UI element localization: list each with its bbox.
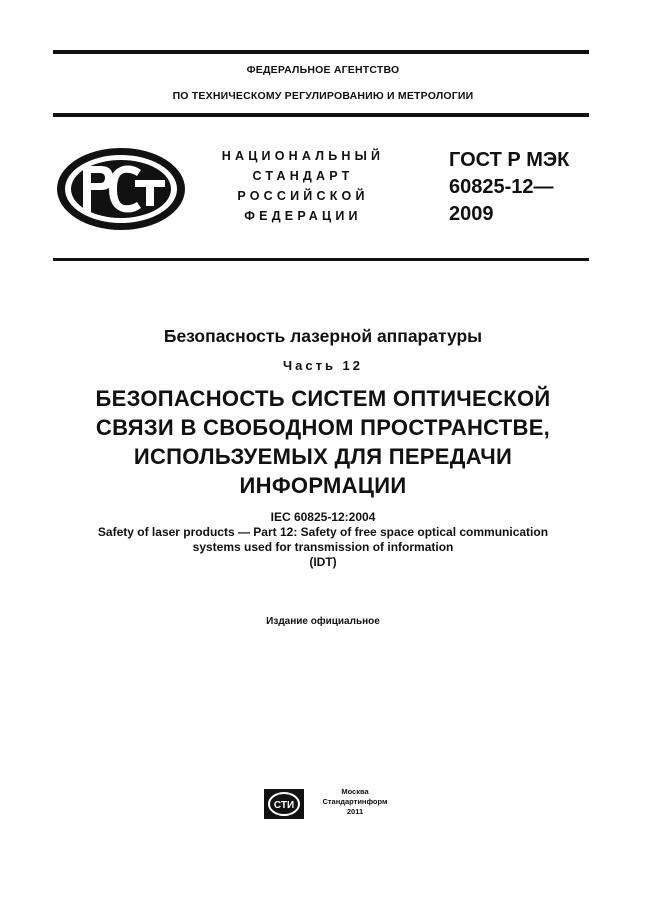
standard-designation [449, 147, 569, 228]
standard-type-line: НАЦИОНАЛЬНЫЙ [221, 149, 385, 163]
designation-line: 2009 [449, 203, 494, 225]
iec-line: (IDT) [309, 555, 337, 569]
header-rule [53, 113, 589, 117]
standard-type-line: РОССИЙСКОЙ [237, 189, 369, 203]
subtitle-line: БЕЗОПАСНОСТЬ СИСТЕМ ОПТИЧЕСКОЙ [95, 386, 551, 411]
designation-line: ГОСТ Р МЭК [449, 149, 570, 171]
main-title: Безопасность лазерной аппаратуры [163, 326, 483, 346]
iec-line: systems used for transmission of information [192, 540, 454, 554]
iec-line: Safety of laser products — Part 12: Safety of free space optical communication [97, 525, 549, 539]
edition-label: Издание официальное [266, 616, 380, 627]
publisher-logo-icon [264, 789, 304, 819]
publisher-logo-text: СТИ [273, 800, 295, 811]
publisher-year: 2011 [346, 807, 364, 816]
subtitle [0, 384, 646, 500]
subtitle-line: ИНФОРМАЦИИ [239, 473, 407, 498]
standard-type-line: ФЕДЕРАЦИИ [244, 209, 362, 223]
standard-type [208, 146, 398, 226]
standard-type-line: СТАНДАРТ [252, 169, 354, 183]
subtitle-line: ИСПОЛЬЗУЕМЫХ ДЛЯ ПЕРЕДАЧИ [133, 444, 513, 469]
part-label: Часть 12 [282, 358, 364, 373]
publisher-city: Москва [341, 787, 369, 796]
publisher-name: Стандартинформ [322, 797, 388, 806]
section-rule [53, 258, 589, 261]
iec-line: IEC 60825-12:2004 [270, 510, 376, 524]
gost-logo-icon [55, 146, 187, 232]
top-rule [53, 50, 589, 54]
iec-reference [0, 510, 646, 570]
agency-line-1: ФЕДЕРАЛЬНОЕ АГЕНТСТВО [246, 64, 400, 76]
publisher-info [313, 787, 397, 817]
subtitle-line: СВЯЗИ В СВОБОДНОМ ПРОСТРАНСТВЕ, [95, 415, 551, 440]
agency-line-2: ПО ТЕХНИЧЕСКОМУ РЕГУЛИРОВАНИЮ И МЕТРОЛОГИИ [172, 90, 474, 102]
designation-line: 60825-12— [449, 176, 554, 198]
